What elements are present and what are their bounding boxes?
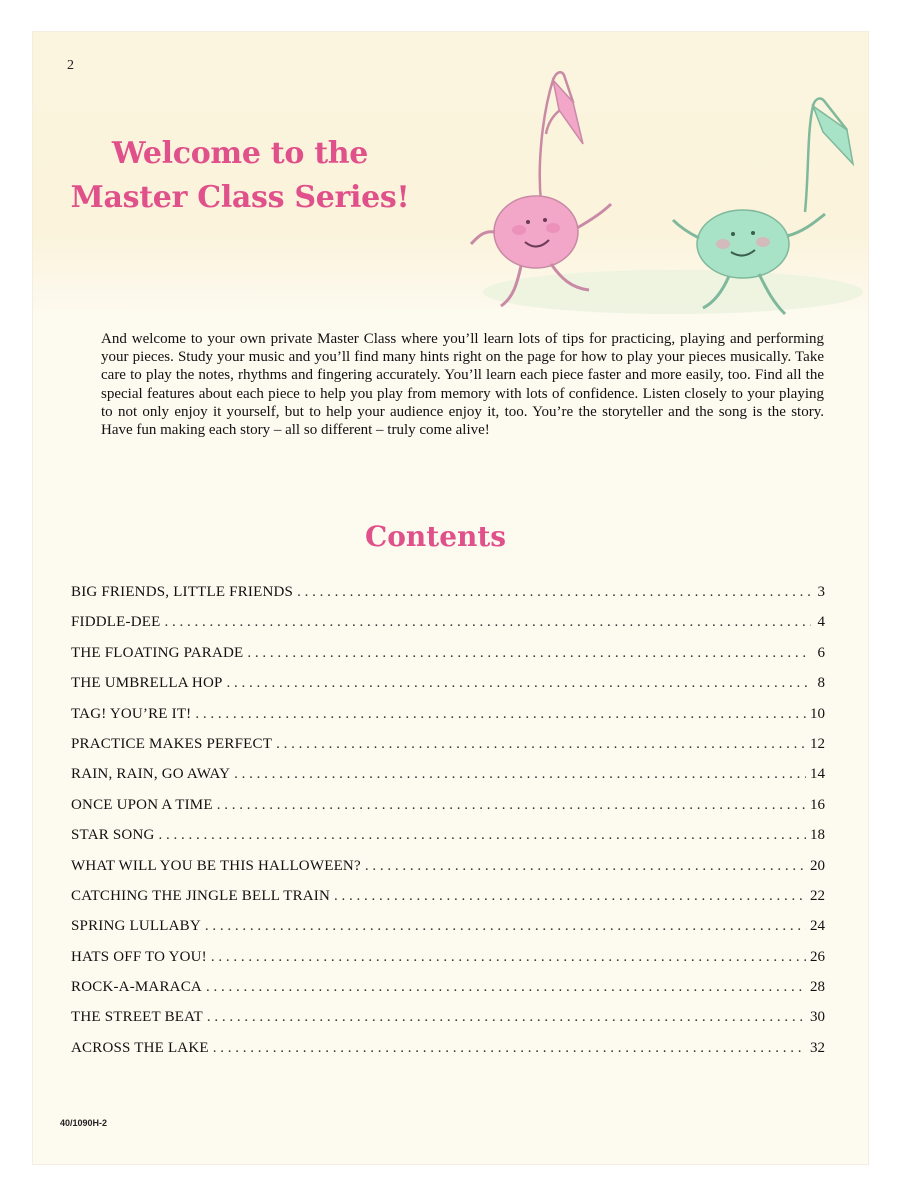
toc-entry-title: PRACTICE MAKES PERFECT bbox=[71, 735, 273, 752]
toc-dot-leader bbox=[365, 858, 806, 875]
toc-entry-title: FIDDLE-DEE bbox=[71, 614, 161, 631]
toc-entry[interactable] bbox=[71, 888, 825, 918]
toc-entry[interactable] bbox=[71, 584, 825, 614]
toc-entry[interactable] bbox=[71, 827, 825, 857]
title-line-1: Welcome to the bbox=[111, 136, 369, 171]
toc-dot-leader bbox=[234, 766, 806, 783]
toc-dot-leader bbox=[227, 675, 811, 692]
toc-entry-page: 20 bbox=[810, 857, 825, 874]
dancing-notes-illustration bbox=[433, 52, 863, 322]
toc-entry-page: 6 bbox=[817, 644, 825, 661]
toc-dot-leader bbox=[205, 918, 806, 935]
toc-entry[interactable] bbox=[71, 858, 825, 888]
toc-entry-page: 12 bbox=[810, 735, 825, 752]
toc-entry[interactable] bbox=[71, 949, 825, 979]
toc-entry-page: 22 bbox=[810, 887, 825, 904]
toc-entry-page: 8 bbox=[817, 675, 825, 692]
toc-dot-leader bbox=[247, 645, 811, 662]
toc-entry[interactable] bbox=[71, 675, 825, 705]
toc-dot-leader bbox=[276, 736, 806, 753]
toc-entry-title: ACROSS THE LAKE bbox=[71, 1039, 209, 1056]
toc-entry-page: 18 bbox=[810, 827, 825, 844]
contents-heading: Contents bbox=[364, 520, 507, 553]
toc-entry-page: 3 bbox=[817, 584, 825, 600]
toc-dot-leader bbox=[206, 979, 806, 996]
toc-entry[interactable] bbox=[71, 1009, 825, 1039]
toc-entry[interactable] bbox=[71, 736, 825, 766]
toc-entry-title: THE UMBRELLA HOP bbox=[71, 675, 223, 692]
toc-entry-page: 26 bbox=[810, 948, 825, 965]
toc-dot-leader bbox=[334, 888, 806, 905]
toc-entry-title: CATCHING THE JINGLE BELL TRAIN bbox=[71, 887, 331, 904]
toc-entry-title: STAR SONG bbox=[71, 827, 155, 844]
table-of-contents bbox=[71, 584, 825, 1070]
pink-music-note-character-icon bbox=[471, 72, 611, 306]
title-line-2: Master Class Series! bbox=[70, 180, 410, 215]
toc-dot-leader bbox=[211, 949, 806, 966]
toc-entry[interactable] bbox=[71, 979, 825, 1009]
toc-entry-title: RAIN, RAIN, GO AWAY bbox=[71, 766, 231, 783]
toc-entry-title: HATS OFF TO YOU! bbox=[71, 948, 207, 965]
toc-entry-page: 4 bbox=[817, 614, 825, 631]
toc-entry-page: 32 bbox=[810, 1039, 825, 1056]
toc-entry-title: SPRING LULLABY bbox=[71, 918, 201, 935]
toc-entry-page: 10 bbox=[810, 705, 825, 722]
toc-entry[interactable] bbox=[71, 797, 825, 827]
page-number: 2 bbox=[67, 58, 74, 73]
intro-paragraph: And welcome to your own private Master Class where you’ll learn lots of tips for practicing, playing and performing your pieces. Study your music and you’ll find many hints right on the page for how to play your pieces musically. Take care to play the notes, rhythms and fingering accurately. You’ll learn each piece faster and more easily, too. Find all the special features about each piece to help you play from memory with lots of confidence. Listen closely to your playing to not only enjoy it yourself, but to help your audience enjoy it, too. You’re the storyteller and the song is the story. Have fun making each story – all so different – truly come alive! bbox=[101, 331, 824, 439]
toc-entry[interactable] bbox=[71, 645, 825, 675]
toc-dot-leader bbox=[297, 584, 811, 601]
toc-dot-leader bbox=[213, 1040, 806, 1057]
toc-dot-leader bbox=[195, 706, 806, 723]
toc-entry[interactable] bbox=[71, 706, 825, 736]
toc-entry[interactable] bbox=[71, 1040, 825, 1070]
toc-dot-leader bbox=[159, 827, 806, 844]
toc-dot-leader bbox=[207, 1009, 806, 1026]
toc-entry-title: ROCK-A-MARACA bbox=[71, 979, 202, 996]
toc-entry[interactable] bbox=[71, 766, 825, 796]
toc-dot-leader bbox=[164, 614, 811, 631]
page bbox=[33, 32, 868, 1164]
toc-entry-title: TAG! YOU’RE IT! bbox=[71, 705, 192, 722]
toc-entry-page: 14 bbox=[810, 766, 825, 783]
page-title bbox=[55, 132, 425, 220]
toc-entry-title: THE FLOATING PARADE bbox=[71, 644, 244, 661]
toc-entry-page: 16 bbox=[810, 796, 825, 813]
toc-dot-leader bbox=[217, 797, 806, 814]
toc-entry-title: THE STREET BEAT bbox=[71, 1009, 203, 1026]
catalog-code: 40/1090H-2 bbox=[60, 1118, 108, 1128]
toc-entry-page: 24 bbox=[810, 918, 825, 935]
toc-entry-page: 28 bbox=[810, 979, 825, 996]
toc-entry[interactable] bbox=[71, 918, 825, 948]
toc-entry[interactable] bbox=[71, 614, 825, 644]
toc-entry-title: BIG FRIENDS, LITTLE FRIENDS bbox=[71, 584, 294, 600]
toc-entry-title: WHAT WILL YOU BE THIS HALLOWEEN? bbox=[71, 857, 361, 874]
toc-entry-page: 30 bbox=[810, 1009, 825, 1026]
toc-entry-title: ONCE UPON A TIME bbox=[71, 796, 213, 813]
